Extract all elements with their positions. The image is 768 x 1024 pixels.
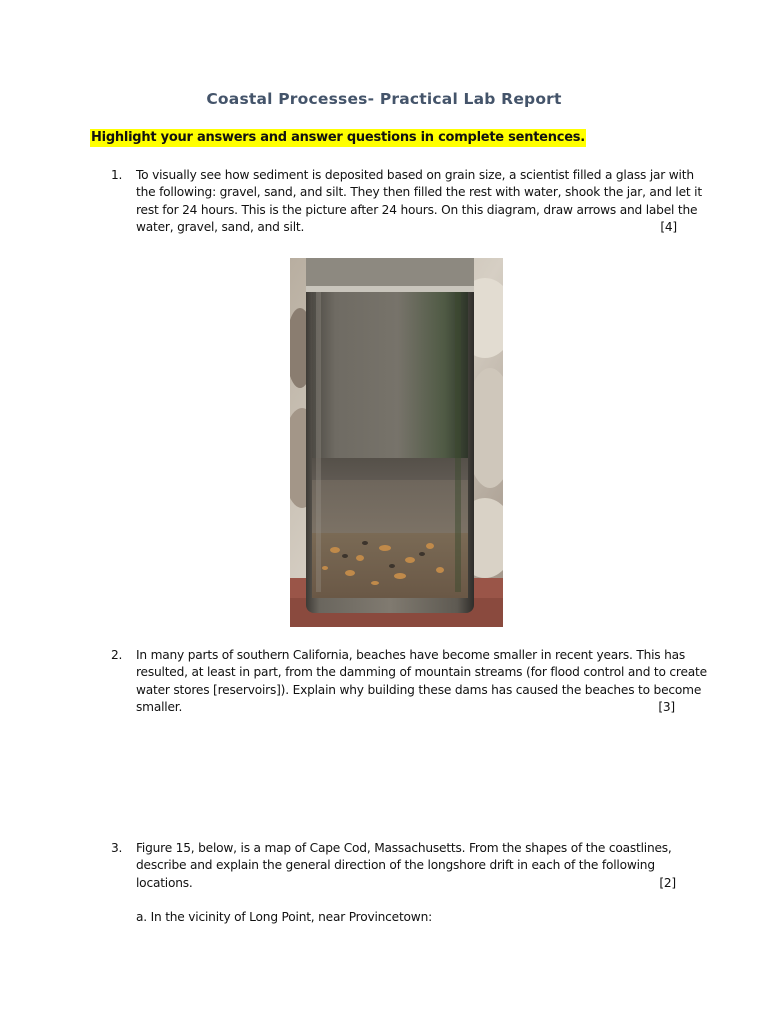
question-marks: [4] (660, 220, 677, 234)
question-line: Figure 15, below, is a map of Cape Cod, Massachusetts. From the shapes of the coastlines, (136, 841, 672, 855)
document-title: Coastal Processes- Practical Lab Report (206, 90, 562, 108)
question-line: water stores [reservoirs]). Explain why building these dams has caused the beaches to become (136, 682, 702, 697)
question-number: 2. (111, 648, 123, 662)
question-line: locations. (136, 875, 193, 890)
sediment-jar-photo (290, 258, 503, 627)
question-number: 3. (111, 841, 123, 855)
question-line: smaller. (136, 699, 183, 714)
question-text (136, 647, 707, 716)
question-line: describe and explain the general direction of the longshore drift in each of the following (136, 858, 655, 873)
question-line: the following: gravel, sand, and silt. They then filled the rest with water, shook the jar, and let it (136, 185, 702, 200)
question-line: resulted, at least in part, from the damming of mountain streams (for flood control and to create (136, 665, 707, 680)
question-1 (111, 167, 702, 239)
highlighted-instructions: Highlight your answers and answer questions in complete sentences. (91, 130, 585, 145)
sub-question-a: a. In the vicinity of Long Point, near Provincetown: (136, 910, 433, 924)
question-line: water, gravel, sand, and silt. (136, 219, 305, 234)
question-text (136, 167, 702, 236)
question-line: To visually see how sediment is deposited based on grain size, a scientist filled a glass jar with (136, 168, 694, 182)
question-marks: [3] (658, 700, 675, 714)
question-marks: [2] (659, 876, 676, 890)
question-line: In many parts of southern California, beaches have become smaller in recent years. This has (136, 648, 686, 662)
question-3 (111, 840, 681, 940)
question-text (136, 840, 676, 892)
question-2 (111, 647, 707, 719)
question-number: 1. (111, 168, 123, 182)
question-line: rest for 24 hours. This is the picture after 24 hours. On this diagram, draw arrows and label the (136, 202, 698, 217)
